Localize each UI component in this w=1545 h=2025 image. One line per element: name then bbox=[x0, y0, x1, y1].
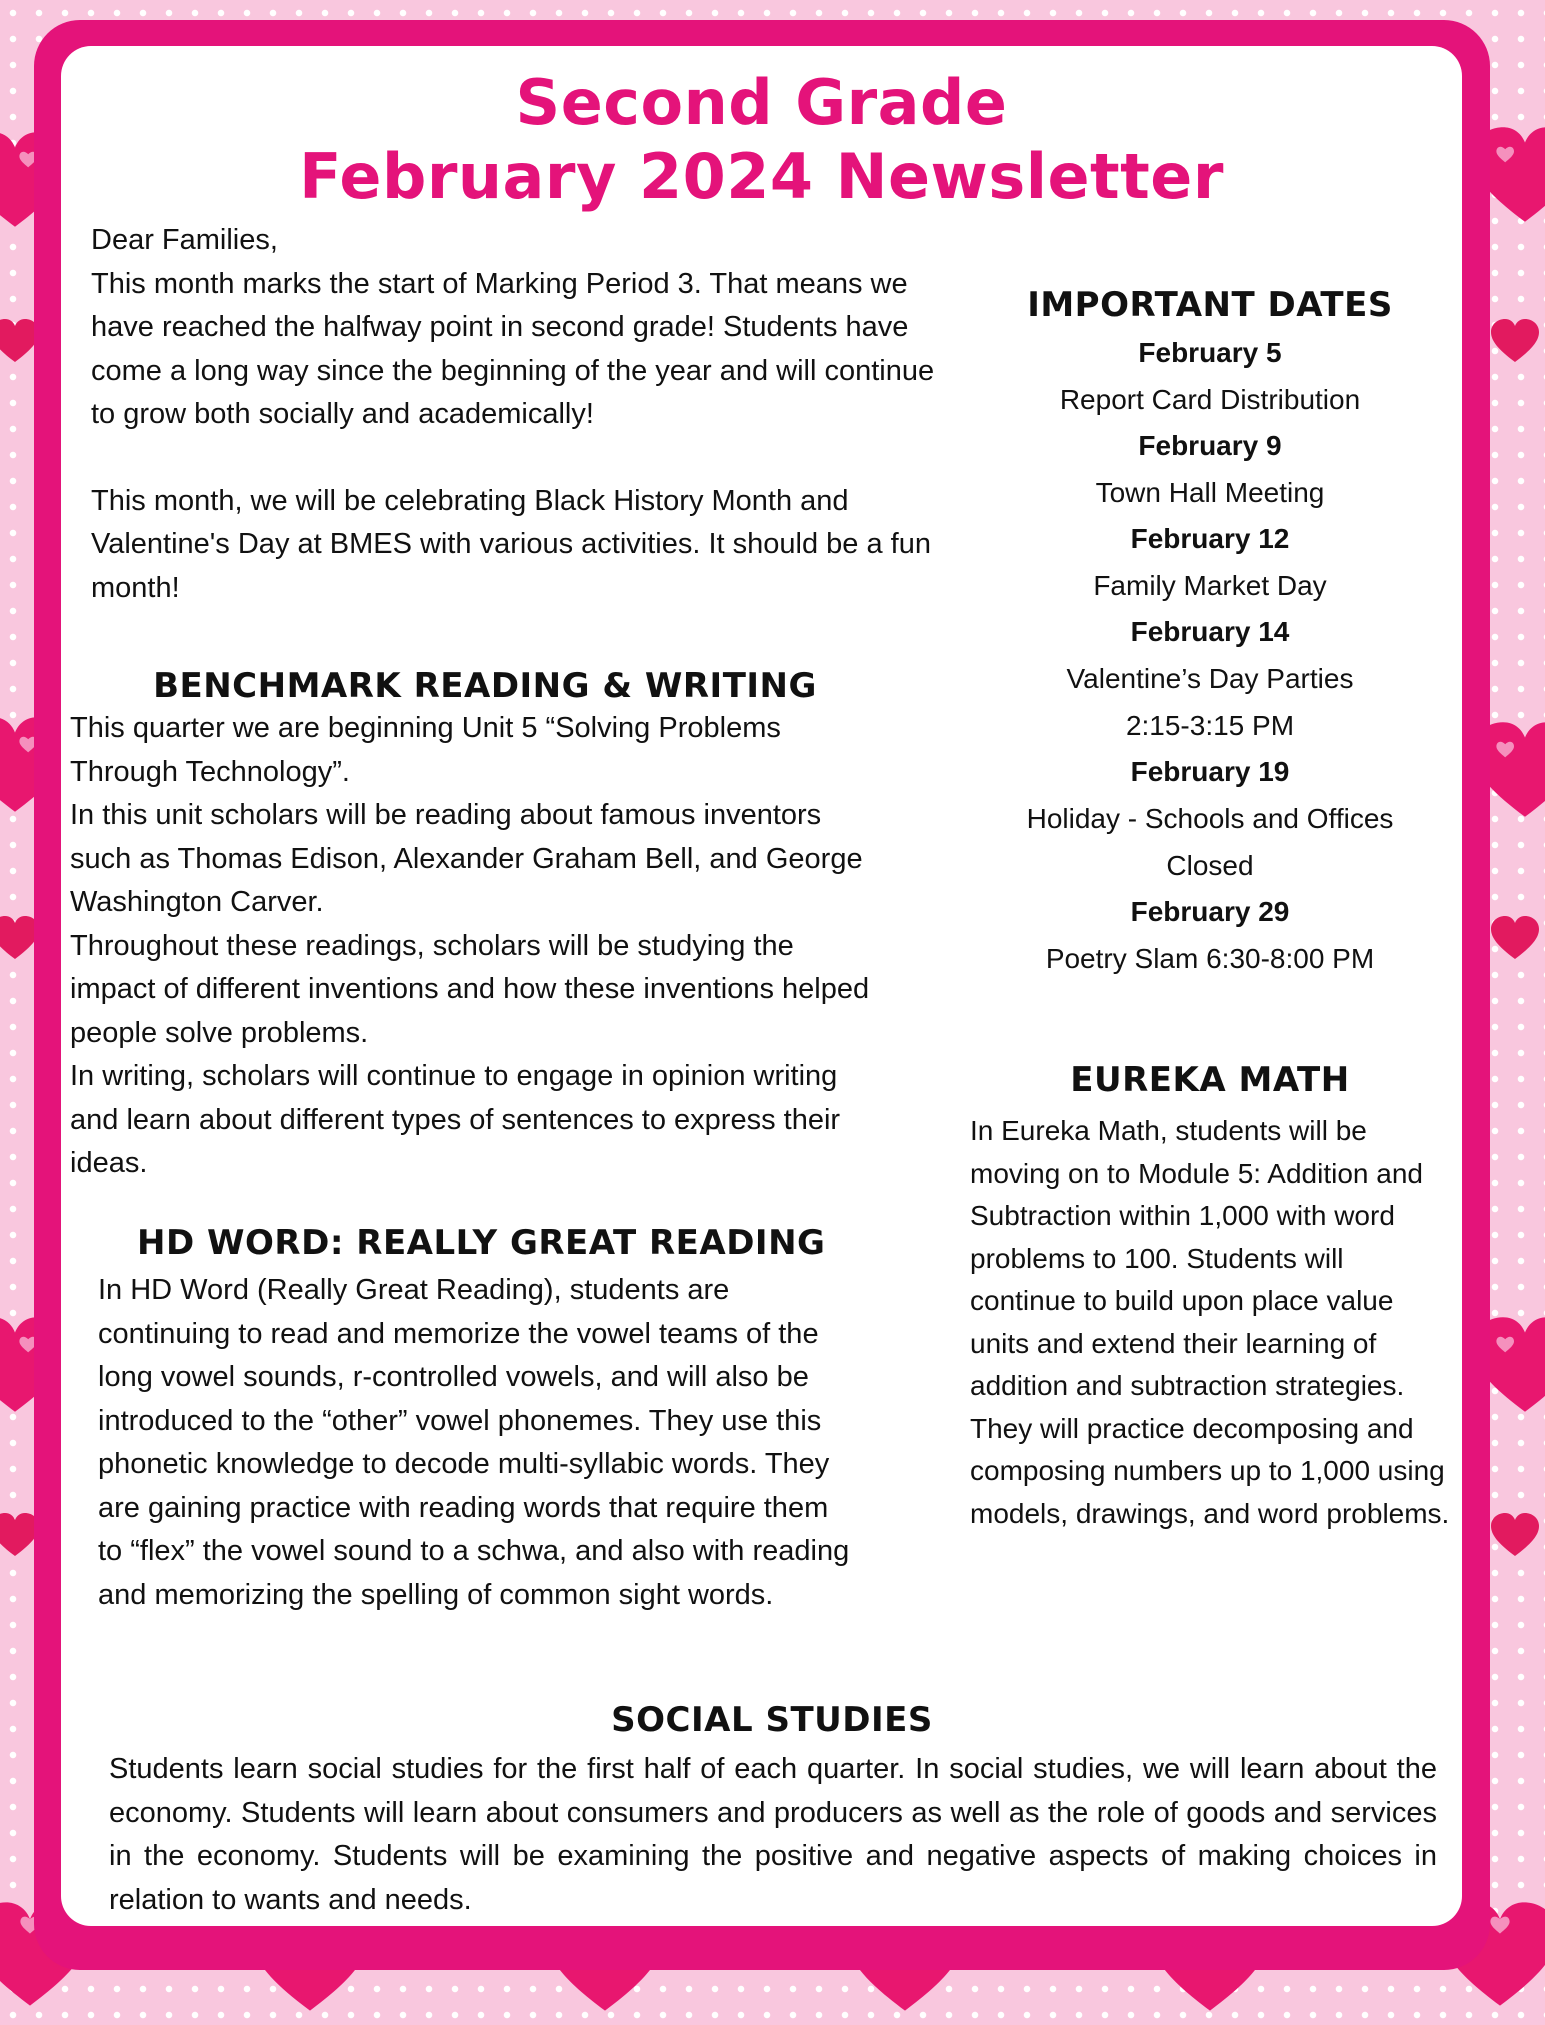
greeting: Dear Families, bbox=[91, 224, 278, 256]
date-label: February 9 bbox=[1138, 430, 1282, 461]
hd-word-heading: HD WORD: REALLY GREAT READING bbox=[137, 1223, 826, 1263]
eureka-text: In Eureka Math, students will be moving on to Module 5: Addition and Subtraction within 1,000 with word problems to 100. Students will continue to build upon place value units and extend their learning of addition and subtraction strategies. They will practice decomposing and composing numbers up to 1,000 using models, drawings, and word problems. bbox=[970, 1115, 1450, 1529]
date-event: Poetry Slam 6:30-8:00 PM bbox=[1045, 943, 1375, 974]
date-event: Town Hall Meeting bbox=[1095, 477, 1325, 508]
benchmark-line: This quarter we are beginning Unit 5 “Solving Problems bbox=[70, 712, 781, 744]
benchmark-line: In writing, scholars will continue to engage in opinion writing bbox=[70, 1060, 838, 1092]
date-label: February 19 bbox=[1130, 756, 1290, 787]
benchmark-line: In this unit scholars will be reading about famous inventors bbox=[70, 799, 822, 831]
benchmark-line: people solve problems. bbox=[70, 1016, 369, 1049]
intro-paragraph-1: This month marks the start of Marking Period 3. That means we have reached the halfway point in second grade! Students have come a long way since the beginning of the year and will continue to grow both socially and academically! bbox=[91, 267, 935, 430]
heart-icon bbox=[1490, 318, 1540, 368]
benchmark-line: Washington Carver. bbox=[70, 886, 324, 918]
important-dates-list bbox=[990, 330, 1430, 982]
date-event: Family Market Day bbox=[1093, 570, 1327, 601]
important-dates-heading: IMPORTANT DATES bbox=[1027, 285, 1393, 325]
title-line-1: Second Grade bbox=[515, 66, 1008, 139]
page-title bbox=[61, 66, 1462, 214]
social-studies-heading: SOCIAL STUDIES bbox=[611, 1700, 933, 1740]
date-label: February 29 bbox=[1130, 896, 1290, 927]
date-event: Valentine’s Day Parties bbox=[1066, 663, 1354, 694]
date-event: Holiday - Schools and Offices bbox=[1026, 803, 1394, 834]
heart-icon bbox=[1490, 915, 1540, 965]
title-line-2: February 2024 Newsletter bbox=[299, 140, 1224, 213]
benchmark-line: ideas. bbox=[70, 1147, 148, 1179]
date-label: February 14 bbox=[1130, 616, 1290, 647]
intro-paragraph-2: This month, we will be celebrating Black History Month and Valentine's Day at BMES with various activities. It should be a fun month! bbox=[91, 484, 931, 604]
intro-section bbox=[91, 219, 966, 610]
benchmark-line: such as Thomas Edison, Alexander Graham Bell, and George bbox=[70, 842, 863, 875]
heart-icon bbox=[1490, 1512, 1540, 1562]
benchmark-line: and learn about different types of sentences to express their bbox=[70, 1103, 841, 1136]
eureka-heading: EUREKA MATH bbox=[1070, 1060, 1350, 1100]
hd-word-text: In HD Word (Really Great Reading), students are continuing to read and memorize the vowel teams of the long vowel sounds, r-controlled vowels, and will also be introduced to the “other” vowel phonemes. They use this phonetic knowledge to decode multi-syllabic words. They are gaining practice with reading words that require them to “flex” the vowel sound to a schwa, and also with reading and memorizing the spelling of common sight words. bbox=[98, 1274, 850, 1611]
social-studies-text: Students learn social studies for the first half of each quarter. In social studies, we will learn about the economy. Students will learn about consumers and producers as well as the role of goods and services in the economy. Students will be examining the positive and negative aspects of making choices in relation to wants and needs. bbox=[109, 1753, 1437, 1916]
date-event: Closed bbox=[1166, 850, 1254, 881]
date-event: 2:15-3:15 PM bbox=[1125, 710, 1295, 741]
benchmark-heading: BENCHMARK READING & WRITING bbox=[153, 666, 817, 706]
benchmark-section bbox=[70, 707, 970, 1186]
date-label: February 5 bbox=[1138, 337, 1282, 368]
benchmark-line: Through Technology”. bbox=[70, 755, 350, 788]
benchmark-line: Throughout these readings, scholars will be studying the bbox=[70, 929, 794, 962]
date-event: Report Card Distribution bbox=[1059, 384, 1361, 415]
benchmark-line: impact of different inventions and how these inventions helped bbox=[70, 973, 870, 1005]
date-label: February 12 bbox=[1130, 523, 1290, 554]
